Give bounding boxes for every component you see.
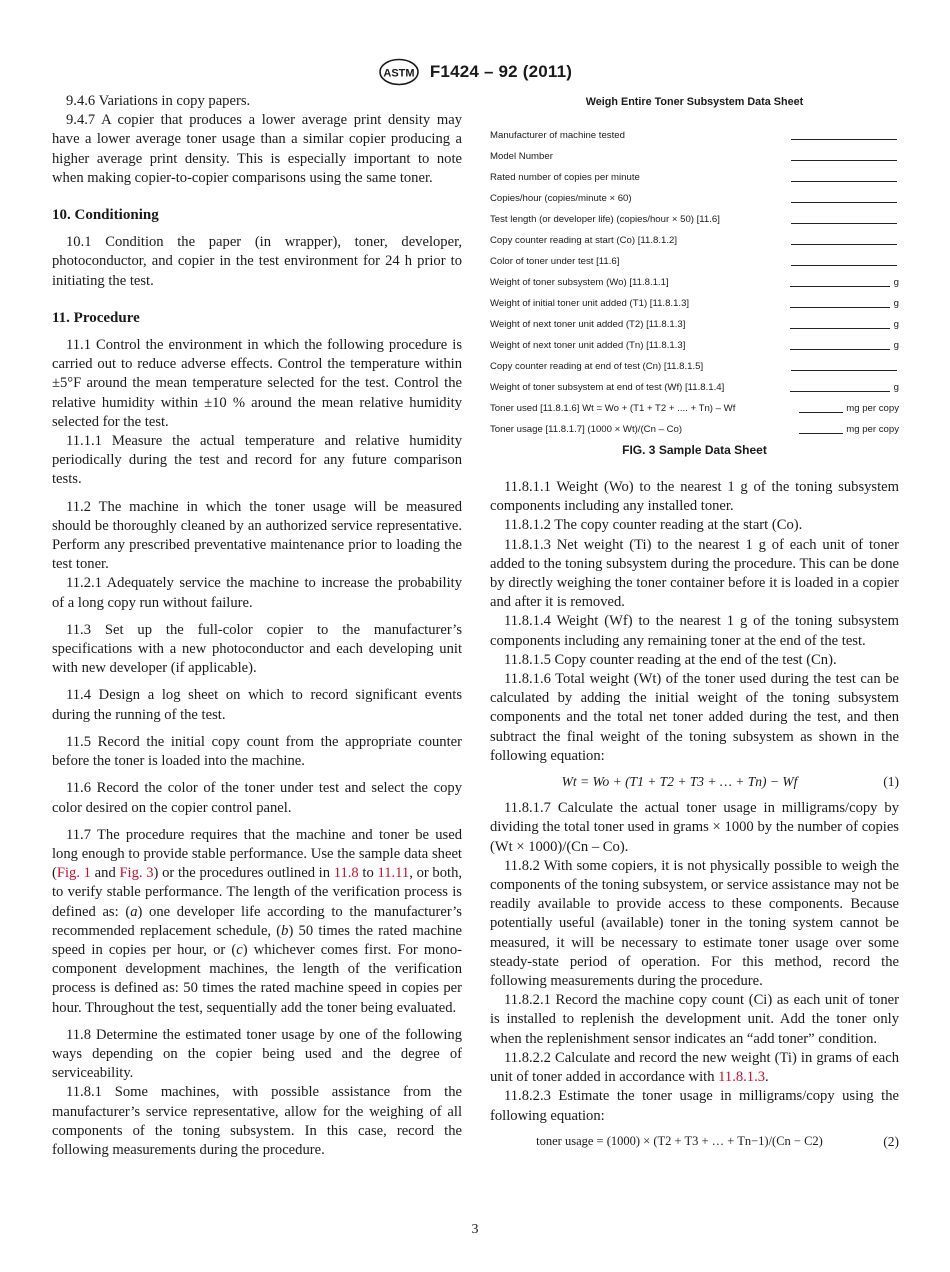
section-11-8-link[interactable]: 11.8 — [333, 865, 359, 882]
data-sheet-row — [490, 396, 899, 417]
left-column — [52, 92, 462, 1160]
heading-conditioning: 10. Conditioning — [52, 207, 159, 224]
data-sheet-row — [490, 207, 899, 228]
para-9-4-6: 9.4.6 Variations in copy papers. — [66, 93, 251, 109]
data-sheet-row-unit: mg per copy — [846, 403, 899, 414]
data-sheet-blank-line — [791, 370, 897, 371]
data-sheet-row — [490, 123, 899, 144]
data-sheet-blank-line — [791, 139, 897, 140]
data-sheet-row — [490, 375, 899, 396]
equation-1 — [490, 772, 899, 791]
para-11-1: 11.1 Control the environment in which the following procedure is carried out to reduce adverse effects. Control the temperature within ±5°F around the mean temperature selected for the test. Control the relative humidity within ±10 % around the mean relative humidity selected for the test. — [52, 337, 462, 430]
data-sheet-row-label: Model Number — [490, 151, 553, 162]
data-sheet-row-unit: g — [893, 382, 899, 393]
data-sheet-row-label: Toner used [11.8.1.6] Wt = Wo + (T1 + T2 + .... + Tn) – Wf — [490, 403, 736, 414]
data-sheet-row — [490, 144, 899, 165]
document-designation: F1424 – 92 (2011) — [429, 62, 573, 81]
data-sheet-blank-line — [791, 223, 897, 224]
fig-1-link[interactable]: Fig. 1 — [56, 865, 91, 882]
para-11-6: 11.6 Record the color of the toner under test and select the copy color desired on the copier control panel. — [52, 780, 462, 816]
para-11-8: 11.8 Determine the estimated toner usage by one of the following ways depending on the copier being used and the degree of serviceability. — [52, 1026, 462, 1082]
para-11-8-1-3: 11.8.1.3 Net weight (Ti) to the nearest 1 g of each unit of toner added to the toning subsystem during the procedure. This can be done by directly weighing the toner container before it is loaded in a copier and after it is removed. — [490, 536, 899, 611]
data-sheet-row — [490, 186, 899, 207]
data-sheet-blank-line — [791, 202, 897, 203]
data-sheet-blank-line — [791, 181, 897, 182]
data-sheet-row-unit: g — [893, 277, 899, 288]
data-sheet-row-unit: g — [893, 319, 899, 330]
para-11-8-2-3: 11.8.2.3 Estimate the toner usage in milligrams/copy using the following equation: — [490, 1088, 899, 1124]
data-sheet-row — [490, 312, 899, 333]
para-11-1-1: 11.1.1 Measure the actual temperature and relative humidity periodically during the test and record for any future comparison tests. — [52, 433, 462, 488]
data-sheet-row — [490, 333, 899, 354]
data-sheet-rows — [490, 123, 899, 438]
data-sheet-row-label: Rated number of copies per minute — [490, 172, 640, 183]
data-sheet-title: Weigh Entire Toner Subsystem Data Sheet — [585, 96, 804, 108]
data-sheet-blank-line — [790, 286, 890, 287]
para-11-4: 11.4 Design a log sheet on which to record significant events during the running of the test. — [52, 687, 462, 723]
page-number: 3 — [471, 1222, 479, 1237]
equation-2-body: toner usage = (1000) × (T2 + T3 + … + Tn−1)/(Cn − C2) — [536, 1133, 823, 1148]
right-column — [490, 478, 899, 1159]
astm-logo-icon — [378, 58, 420, 86]
equation-2 — [490, 1132, 899, 1151]
data-sheet-row-unit: mg per copy — [846, 424, 899, 435]
data-sheet-row — [490, 417, 899, 438]
data-sheet-row-label: Test length (or developer life) (copies/hour × 50) [11.6] — [490, 214, 720, 225]
data-sheet-row-label: Manufacturer of machine tested — [490, 130, 625, 141]
equation-2-number: (2) — [883, 1133, 899, 1149]
data-sheet-blank-line — [790, 328, 890, 329]
figure-caption: FIG. 3 Sample Data Sheet — [622, 443, 767, 457]
data-sheet-blank-line — [791, 244, 897, 245]
data-sheet-row-unit: g — [893, 340, 899, 351]
data-sheet-row — [490, 228, 899, 249]
data-sheet-row-label: Weight of initial toner unit added (T1) [11.8.1.3] — [490, 298, 690, 309]
para-11-8-1-4: 11.8.1.4 Weight (Wf) to the nearest 1 g of the toning subsystem components including any remaining toner at the end of the test. — [490, 613, 899, 649]
section-11-11-link[interactable]: 11.11 — [377, 865, 410, 882]
page-header — [0, 54, 950, 90]
svg-text:ASTM: ASTM — [383, 67, 415, 80]
data-sheet-row — [490, 291, 899, 312]
heading-procedure: 11. Procedure — [52, 309, 140, 326]
data-sheet-row-label: Copy counter reading at start (Co) [11.8.1.2] — [490, 235, 677, 246]
para-11-8-1: 11.8.1 Some machines, with possible assistance from the manufacturer’s service representative, allow for the weighing of all components of the toning subsystem. In this case, record the following measurements during the procedure. — [52, 1084, 462, 1158]
data-sheet-blank-line — [791, 160, 897, 161]
data-sheet-blank-line — [799, 433, 843, 434]
data-sheet-blank-line — [790, 349, 890, 350]
para-9-4-7: 9.4.7 A copier that produces a lower average print density may have a lower average toner usage than a similar copier producing a higher average print density. This is especially important to note when making copier-to-copier comparisons using the same toner. — [52, 112, 462, 186]
para-11-8-1-2: 11.8.1.2 The copy counter reading at the start (Co). — [504, 517, 803, 534]
data-sheet-row-label: Weight of next toner unit added (T2) [11.8.1.3] — [490, 319, 686, 330]
data-sheet-row — [490, 249, 899, 270]
para-11-5: 11.5 Record the initial copy count from the appropriate counter before the toner is loaded into the machine. — [52, 733, 462, 770]
data-sheet-blank-line — [791, 265, 897, 266]
para-10-1: 10.1 Condition the paper (in wrapper), toner, developer, photoconductor, and copier in the test environment for 24 h prior to initiating the test. — [52, 234, 462, 289]
para-11-8-1-6: 11.8.1.6 Total weight (Wt) of the toner used during the test can be calculated by adding the initial weight of the toning subsystem components and the total net toner added during the test, and then subtract the final weight of the toning subsystem as shown in the following equation: — [490, 671, 899, 764]
data-sheet-row — [490, 354, 899, 375]
para-11-8-1-5: 11.8.1.5 Copy counter reading at the end of the test (Cn). — [504, 651, 837, 668]
para-11-8-2-1: 11.8.2.1 Record the machine copy count (Ci) as each unit of toner is installed to replenish the development unit. Add the toner only when the replenishment sensor indicates an “add toner” condition. — [490, 992, 899, 1047]
data-sheet-row — [490, 165, 899, 186]
data-sheet-row-label: Color of toner under test [11.6] — [490, 256, 620, 267]
para-11-3: 11.3 Set up the full-color copier to the manufacturer’s specifications with a new photoconductor and each developing unit with new developer (if applicable). — [52, 621, 462, 677]
data-sheet-figure — [490, 96, 899, 457]
para-11-8-1-7: 11.8.1.7 Calculate the actual toner usage in milligrams/copy by dividing the total toner used in grams × 1000 by the number of copies (Wt × 1000)/(Cn – Co). — [490, 800, 899, 855]
para-11-8-1-1: 11.8.1.1 Weight (Wo) to the nearest 1 g of the toning subsystem components including any installed toner. — [490, 479, 899, 515]
data-sheet-blank-line — [799, 412, 843, 413]
data-sheet-blank-line — [790, 307, 890, 308]
data-sheet-row — [490, 270, 899, 291]
para-11-8-2-2: 11.8.2.2 Calculate and record the new weight (Ti) in grams of each unit of toner added in accordance with 11.8.1.3. — [490, 1049, 899, 1086]
para-11-2-1: 11.2.1 Adequately service the machine to increase the probability of a long copy run without failure. — [52, 575, 462, 611]
data-sheet-row-label: Copies/hour (copies/minute × 60) — [490, 193, 632, 204]
fig-3-link[interactable]: Fig. 3 — [119, 865, 154, 882]
data-sheet-row-label: Weight of toner subsystem (Wo) [11.8.1.1] — [490, 277, 669, 288]
data-sheet-row-label: Copy counter reading at end of test (Cn) [11.8.1.5] — [490, 361, 704, 372]
data-sheet-row-label: Weight of next toner unit added (Tn) [11.8.1.3] — [490, 340, 686, 351]
section-11-8-1-3-link[interactable]: 11.8.1.3 — [718, 1069, 766, 1086]
data-sheet-blank-line — [790, 391, 890, 392]
equation-1-number: (1) — [883, 774, 899, 790]
data-sheet-row-label: Toner usage [11.8.1.7] (1000 × Wt)/(Cn – Co) — [490, 424, 683, 435]
para-11-2: 11.2 The machine in which the toner usage will be measured should be thoroughly cleaned by an authorized service representative. Perform any prescribed preventative maintenance prior to loading the test toner. — [52, 498, 462, 573]
equation-1-body: Wt = Wo + (T1 + T2 + T3 + … + Tn) − Wf — [561, 774, 798, 790]
data-sheet-row-unit: g — [893, 298, 899, 309]
data-sheet-row-label: Weight of toner subsystem at end of test (Wf) [11.8.1.4] — [490, 382, 725, 393]
para-11-8-2: 11.8.2 With some copiers, it is not physically possible to weigh the components of the toning subsystem, or service assistance may not be readily available to provide access to these components. Because potentially useful (available) toner in the toning system cannot be measured, it will be necessary to estimate toner usage over some steady-state period of operation. For this method, record the following measurements during the procedure. — [490, 857, 899, 990]
para-11-7: 11.7 The procedure requires that the machine and toner be used long enough to provide stable performance. Use the sample data sheet (Fig. 1 and Fig. 3) or the procedures outlined in 11.8 to 11.11, or both, to verify stable performance. The length of the verification process is defined as: (a) one developer life according to the manufacturer’s recommended replacement schedule, (b) 50 times the rated machine speed in copies per hour, or (c) whichever comes first. For mono-component development machines, the length of the verification process is defined as: 50 times the rated machine speed in copies per hour. Throughout the test, sequentially add the toner being evaluated. — [52, 826, 463, 1016]
